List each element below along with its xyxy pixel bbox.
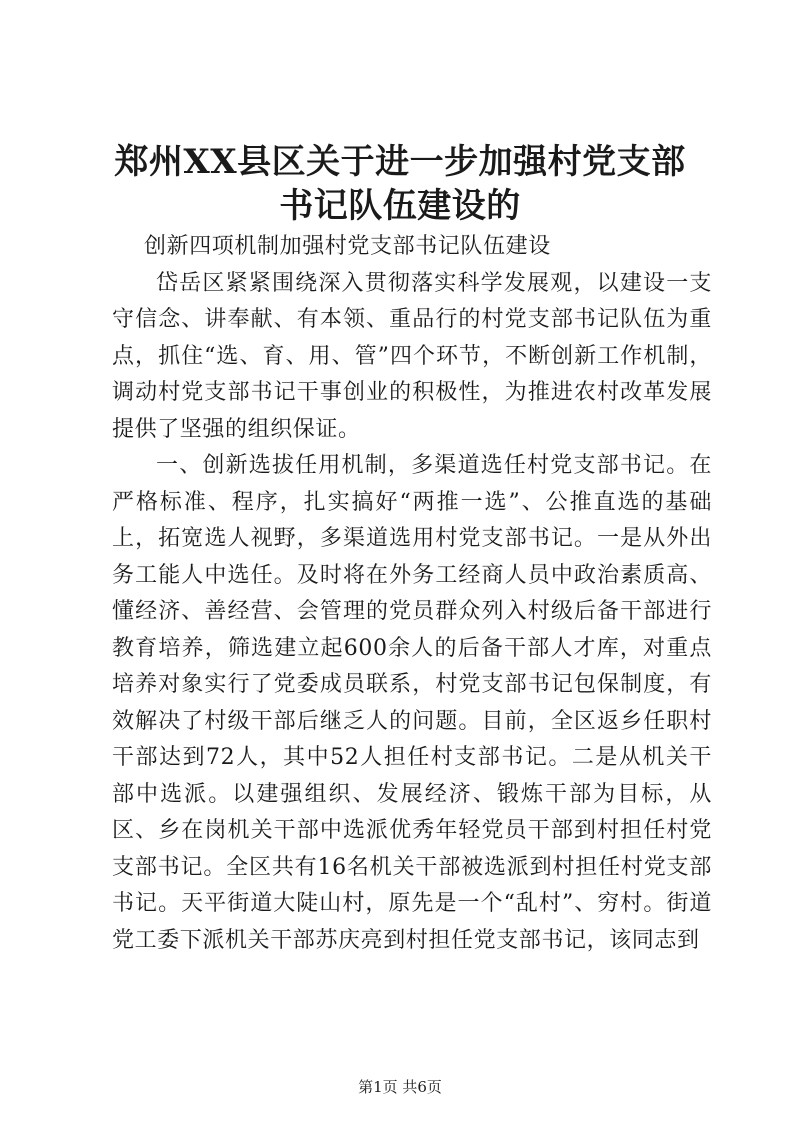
page-footer: 第1页 共6页: [358, 1078, 442, 1096]
section-one-paragraph: 一、创新选拔任用机制，多渠道选任村党支部书记。在严格标准、程序，扎实搞好“两推一选”、公推直选的基础上，拓宽选人视野，多渠道选用村党支部书记。一是从外出务工能人中选任。及时将在外务工经商人员中政治素质高、懂经济、善经营、会管理的党员群众列入村级后备干部进行教育培养，筛选建立起600余人的后备干部人才库，对重点培养对象实行了党委成员联系，村党支部书记包保制度，有效解决了村级干部后继乏人的问题。目前，全区返乡任职村干部达到72人，其中52人担任村支部书记。二是从机关干部中选派。以建强组织、发展经济、锻炼干部为目标，从区、乡在岗机关干部中选派优秀年轻党员干部到村担任村党支部书记。全区共有16名机关干部被选派到村担任村党支部书记。天平街道大陡山村，原先是一个“乱村”、穷村。街道党工委下派机关干部苏庆亮到村担任党支部书记，该同志到: [112, 453, 712, 953]
document-body: [112, 229, 712, 959]
intro-paragraph: 岱岳区紧紧围绕深入贯彻落实科学发展观，以建设一支守信念、讲奉献、有本领、重品行的村党支部书记队伍为重点，抓住“选、育、用、管”四个环节，不断创新工作机制，调动村党支部书记干事创业的积极性，为推进农村改革发展提供了坚强的组织保证。: [112, 270, 712, 442]
subtitle-paragraph: 创新四项机制加强村党支部书记队伍建设: [144, 234, 551, 259]
document-title: 郑州XX县区关于进一步加强村党支部书记队伍建设的: [114, 142, 686, 226]
